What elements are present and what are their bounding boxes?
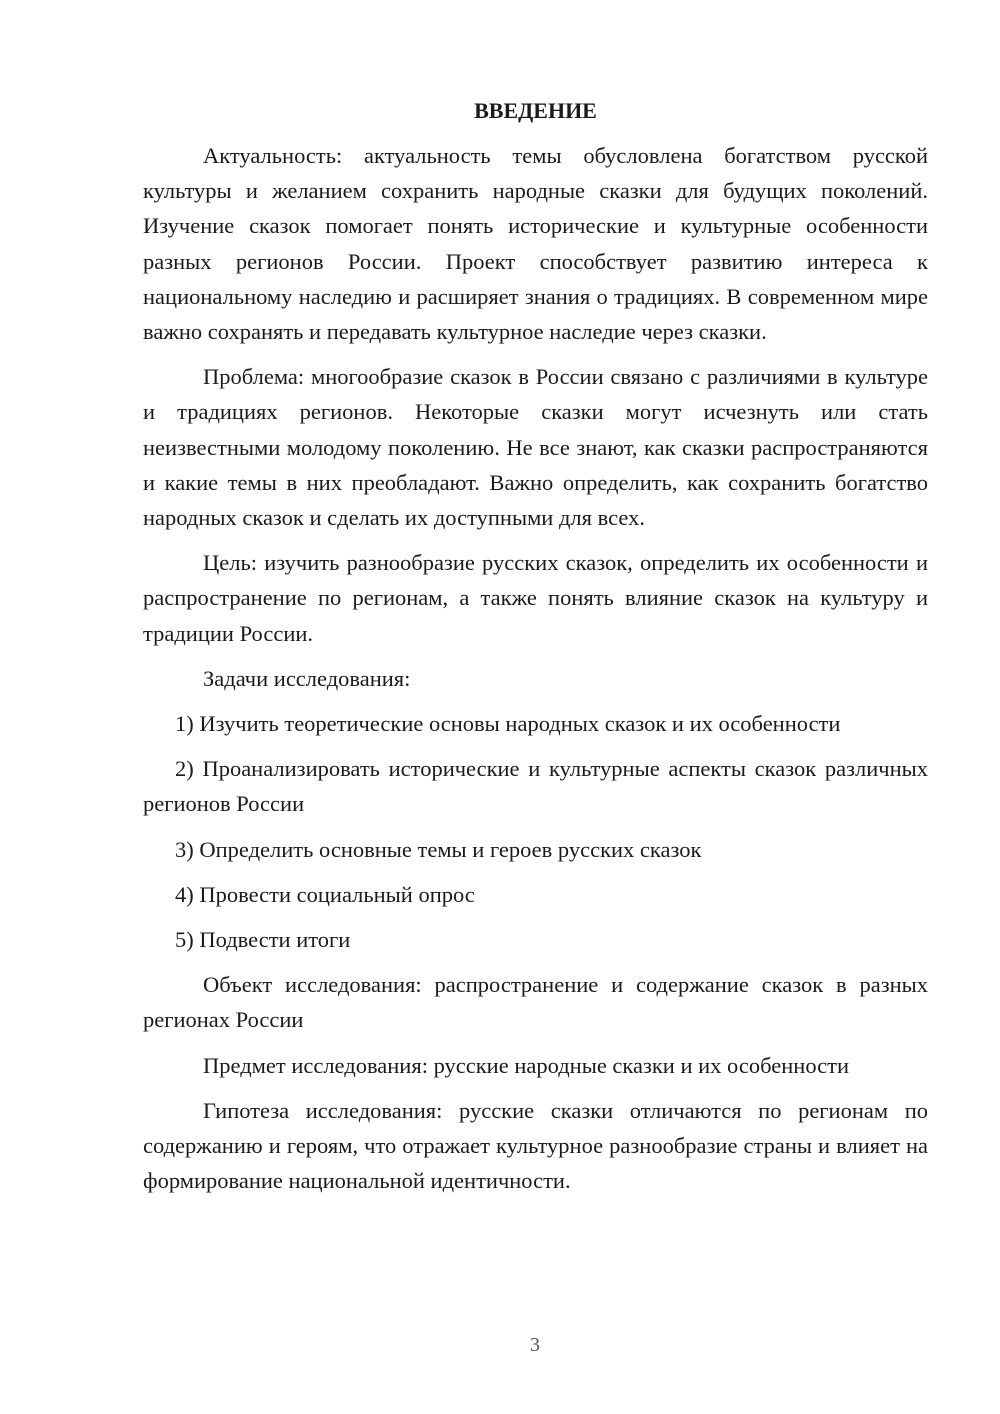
page-number: 3 xyxy=(530,1334,540,1356)
document-page xyxy=(143,96,928,1208)
paragraph-tasks-heading: Задачи исследования: xyxy=(203,665,411,691)
paragraph-hypothesis: Гипотеза исследования: русские сказки отличаются по регионам по содержанию и героям, что отражает культурное разнообразие страны и влияет на формирование национальной идентичности. xyxy=(143,1097,928,1194)
task-item-3: 3) Определить основные темы и героев русских сказок xyxy=(175,836,702,862)
paragraph-problem: Проблема: многообразие сказок в России связано с различиями в культуре и традициях регионов. Некоторые сказки могут исчезнуть или стать неизвестными молодому поколению. Не все знают, как сказки распространяются и какие темы в них преобладают. Важно определить, как сохранить богатство народных сказок и сделать их доступными для всех. xyxy=(143,364,928,531)
paragraph-object: Объект исследования: распространение и содержание сказок в разных регионах России xyxy=(143,972,928,1033)
task-item-5: 5) Подвести итоги xyxy=(175,927,351,953)
task-item-4: 4) Провести социальный опрос xyxy=(175,881,475,907)
paragraph-goal: Цель: изучить разнообразие русских сказок, определить их особенности и распространение по регионам, а также понять влияние сказок на культуру и традиции России. xyxy=(143,550,928,646)
task-item-2: 2) Проанализировать исторические и культурные аспекты сказок различных регионов России xyxy=(143,756,928,817)
document-title: ВВЕДЕНИЕ xyxy=(474,98,597,123)
paragraph-relevance: Актуальность: актуальность темы обусловлена богатством русской культуры и желанием сохранить народные сказки для будущих поколений. Изучение сказок помогает понять исторические и культурные особенности разных регионов России. Проект способствует развитию интереса к национальному наследию и расширяет знания о традициях. В современном мире важно сохранять и передавать культурное наследие через сказки. xyxy=(143,143,928,345)
task-item-1: 1) Изучить теоретические основы народных сказок и их особенности xyxy=(175,711,841,737)
paragraph-subject: Предмет исследования: русские народные сказки и их особенности xyxy=(203,1052,849,1078)
